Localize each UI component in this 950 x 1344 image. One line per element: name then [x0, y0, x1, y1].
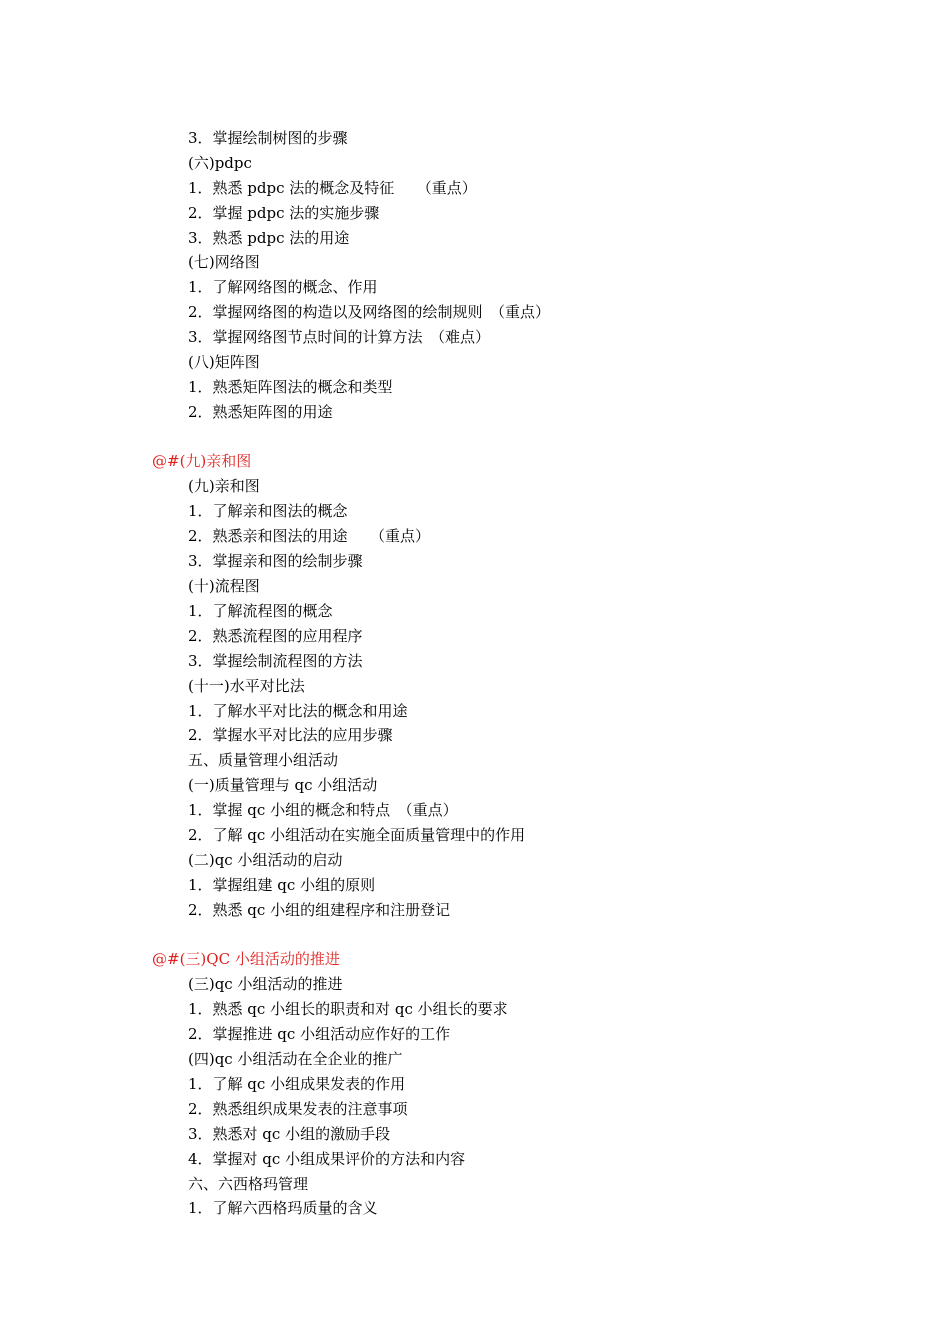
subsection-title: (七)网络图	[188, 253, 260, 271]
text-line: 3．熟悉对 qc 小组的激励手段	[188, 1125, 391, 1143]
text-line: 1．掌握 qc 小组的概念和特点 （重点）	[188, 801, 458, 819]
subsection-title: (六)pdpc	[188, 154, 252, 172]
subsection-title: (二)qc 小组活动的启动	[188, 851, 343, 869]
subsection-title: (四)qc 小组活动在全企业的推广	[188, 1050, 403, 1068]
text-line: 1．了解 qc 小组成果发表的作用	[188, 1075, 406, 1093]
text-line: 2．熟悉流程图的应用程序	[188, 627, 363, 645]
text-line: 2．熟悉亲和图法的用途 （重点）	[188, 527, 431, 545]
text-line: 3．熟悉 pdpc 法的用途	[188, 229, 350, 247]
section-heading: @#(三)QC 小组活动的推进	[152, 950, 340, 968]
text-line: 2．掌握推进 qc 小组活动应作好的工作	[188, 1025, 451, 1043]
text-line: 4．掌握对 qc 小组成果评价的方法和内容	[188, 1150, 466, 1168]
text-line: 1．熟悉矩阵图法的概念和类型	[188, 378, 393, 396]
subsection-title: (八)矩阵图	[188, 353, 260, 371]
text-line: 3．掌握亲和图的绘制步骤	[188, 552, 363, 570]
text-line: 1．熟悉 pdpc 法的概念及特征 （重点）	[188, 179, 477, 197]
text-line: 2．熟悉组织成果发表的注意事项	[188, 1100, 408, 1118]
text-line: 3．掌握网络图节点时间的计算方法 （难点）	[188, 328, 491, 346]
chapter-title: 五、质量管理小组活动	[188, 751, 339, 769]
text-line: 3．掌握绘制树图的步骤	[188, 129, 348, 147]
text-line: 2．掌握网络图的构造以及网络图的绘制规则 （重点）	[188, 303, 551, 321]
subsection-title: (十)流程图	[188, 577, 260, 595]
subsection-title: (九)亲和图	[188, 477, 260, 495]
text-line: 1．熟悉 qc 小组长的职责和对 qc 小组长的要求	[188, 1000, 508, 1018]
text-line: 1．了解亲和图法的概念	[188, 502, 348, 520]
text-line: 2．了解 qc 小组活动在实施全面质量管理中的作用	[188, 826, 526, 844]
text-line: 2．掌握水平对比法的应用步骤	[188, 726, 393, 744]
subsection-title: (十一)水平对比法	[188, 677, 305, 695]
chapter-title: 六、六西格玛管理	[188, 1175, 309, 1193]
text-line: 1．了解网络图的概念、作用	[188, 278, 378, 296]
subsection-title: (一)质量管理与 qc 小组活动	[188, 776, 378, 794]
text-line: 1．了解流程图的概念	[188, 602, 333, 620]
subsection-title: (三)qc 小组活动的推进	[188, 975, 343, 993]
text-line: 1．了解六西格玛质量的含义	[188, 1199, 378, 1217]
section-heading: @#(九)亲和图	[152, 452, 252, 470]
text-line: 1．了解水平对比法的概念和用途	[188, 702, 408, 720]
text-line: 2．熟悉矩阵图的用途	[188, 403, 333, 421]
text-line: 3．掌握绘制流程图的方法	[188, 652, 363, 670]
text-line: 1．掌握组建 qc 小组的原则	[188, 876, 376, 894]
text-line: 2．掌握 pdpc 法的实施步骤	[188, 204, 380, 222]
text-line: 2．熟悉 qc 小组的组建程序和注册登记	[188, 901, 451, 919]
